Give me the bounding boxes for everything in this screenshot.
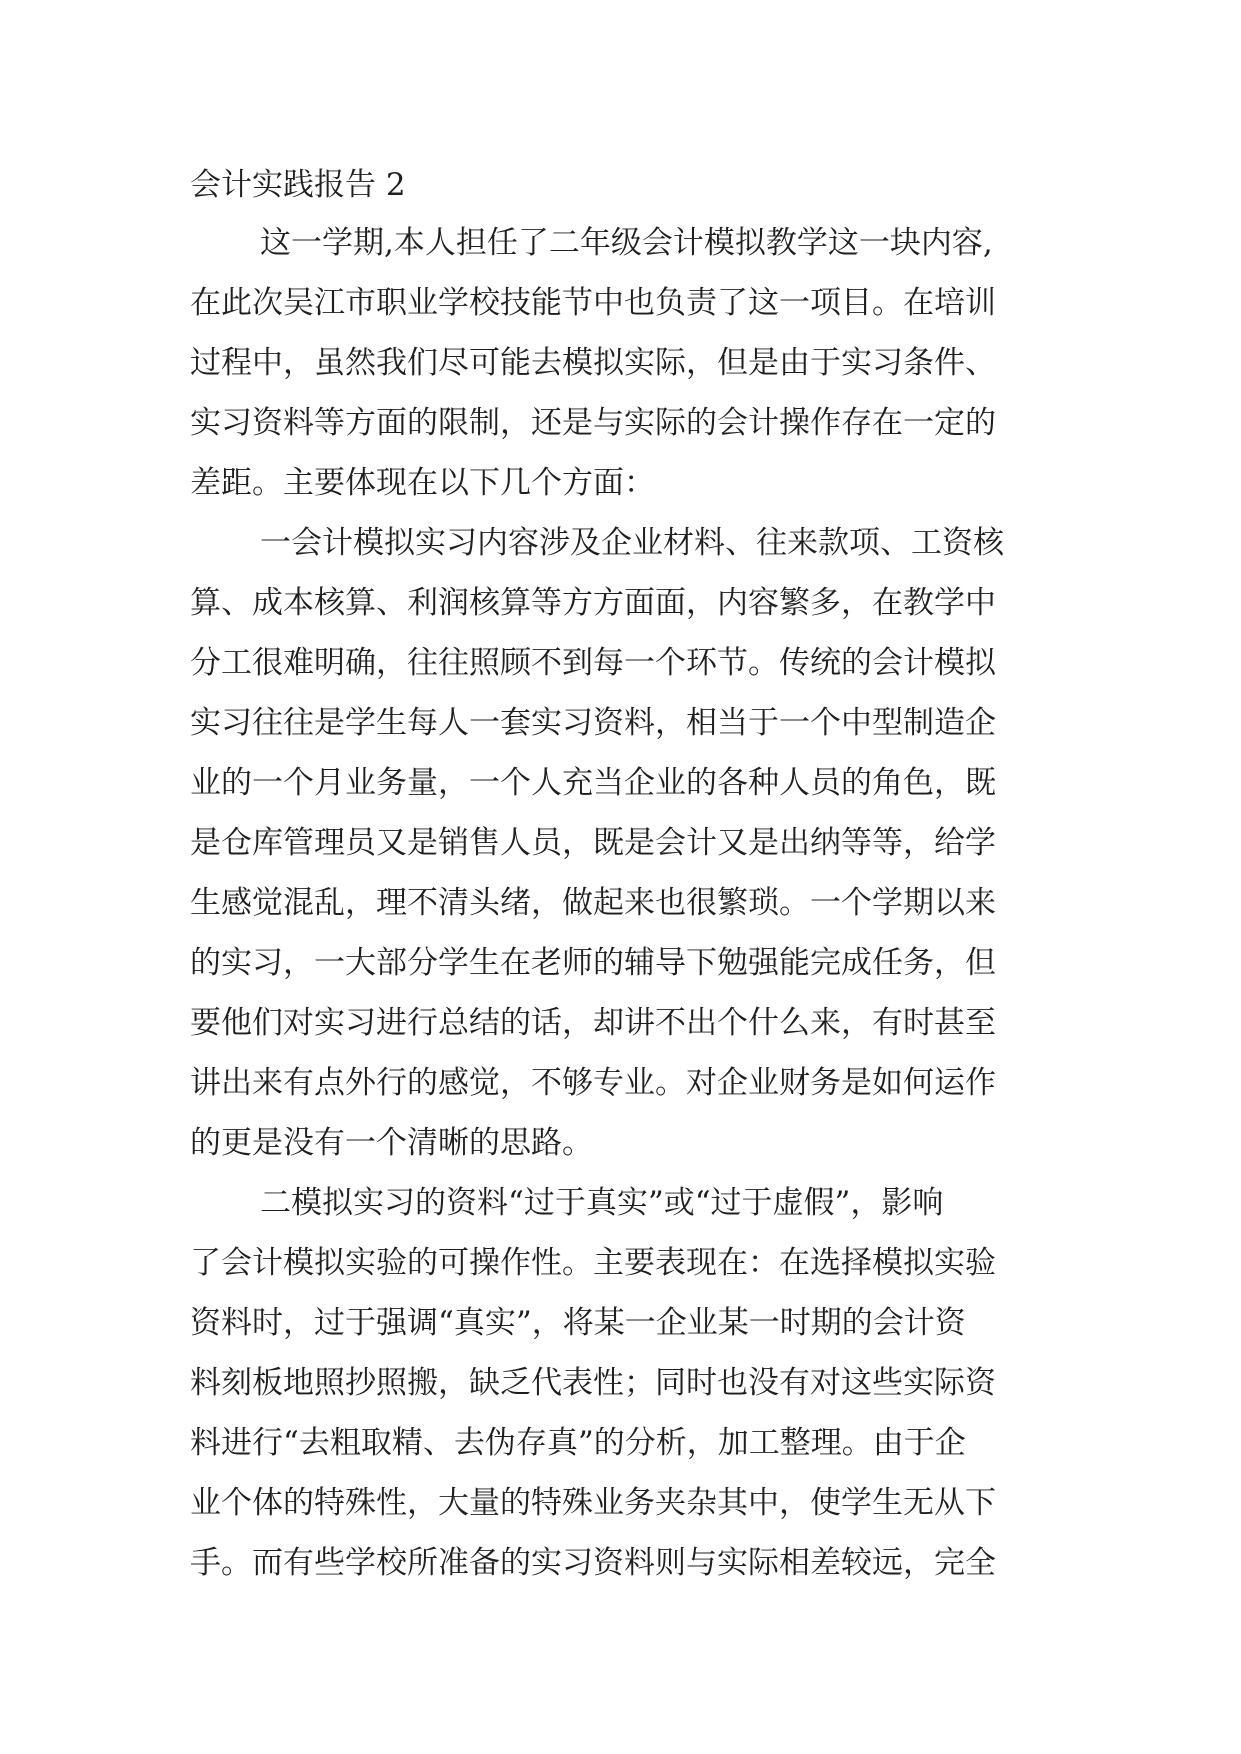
paragraph-line: 是仓库管理员又是销售人员，既是会计又是出纳等等，给学 [190, 825, 996, 861]
paragraph-line: 过程中，虽然我们尽可能去模拟实际，但是由于实习条件、 [190, 345, 996, 381]
paragraph-line: 的实习，一大部分学生在老师的辅导下勉强能完成任务，但 [190, 945, 996, 981]
document-body [190, 158, 1090, 1593]
paragraph-line: 二模拟实习的资料“过于真实”或“过于虚假”，影响 [260, 1185, 944, 1221]
paragraph-line: 要他们对实习进行总结的话，却讲不出个什么来，有时甚至 [190, 1005, 996, 1041]
paragraph-2 [190, 513, 1090, 1173]
paragraph-line: 一会计模拟实习内容涉及企业材料、往来款项、工资核 [260, 525, 1004, 561]
paragraph-line: 分工很难明确，往往照顾不到每一个环节。传统的会计模拟 [190, 645, 996, 681]
paragraph-line: 这一学期,本人担任了二年级会计模拟教学这一块内容, [260, 225, 993, 261]
paragraph-line: 的更是没有一个清晰的思路。 [190, 1125, 593, 1161]
paragraph-line: 在此次吴江市职业学校技能节中也负责了这一项目。在培训 [190, 285, 996, 321]
paragraph-line: 业的一个月业务量，一个人充当企业的各种人员的角色，既 [190, 765, 996, 801]
paragraph-line: 资料时，过于强调“真实”，将某一企业某一时期的会计资 [190, 1305, 966, 1341]
paragraph-line: 讲出来有点外行的感觉，不够专业。对企业财务是如何运作 [190, 1065, 996, 1101]
paragraph-3 [190, 1173, 1090, 1593]
paragraph-line: 料刻板地照抄照搬，缺乏代表性；同时也没有对这些实际资 [190, 1365, 996, 1401]
paragraph-line: 实习往往是学生每人一套实习资料，相当于一个中型制造企 [190, 705, 996, 741]
paragraph-line: 了会计模拟实验的可操作性。主要表现在：在选择模拟实验 [190, 1245, 996, 1281]
paragraph-line: 料进行“去粗取精、去伪存真”的分析，加工整理。由于企 [190, 1425, 966, 1461]
paragraph-1 [190, 213, 1090, 513]
paragraph-line: 差距。主要体现在以下几个方面： [190, 465, 655, 501]
paragraph-line: 生感觉混乱，理不清头绪，做起来也很繁琐。一个学期以来 [190, 885, 996, 921]
document-title: 会计实践报告 2 [190, 167, 406, 203]
paragraph-line: 算、成本核算、利润核算等方方面面，内容繁多，在教学中 [190, 585, 996, 621]
paragraph-line: 手。而有些学校所准备的实习资料则与实际相差较远，完全 [190, 1545, 996, 1581]
paragraph-line: 实习资料等方面的限制，还是与实际的会计操作存在一定的 [190, 405, 996, 441]
paragraph-line: 业个体的特殊性，大量的特殊业务夹杂其中，使学生无从下 [190, 1485, 996, 1521]
